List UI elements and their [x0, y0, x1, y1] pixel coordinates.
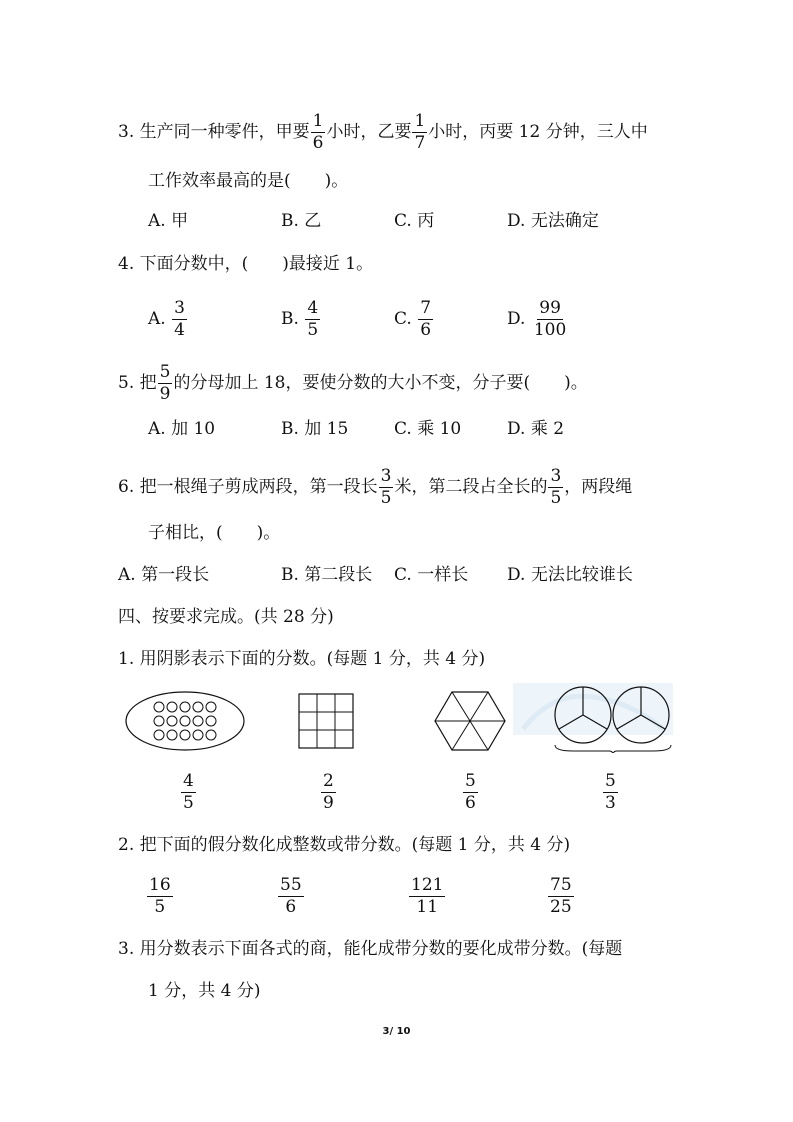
q6-text-2: 米，第二段占全长的: [394, 477, 548, 497]
q3-option-d: D. 无法确定: [507, 211, 599, 231]
q3-line2: 工作效率最高的是( )。: [148, 171, 349, 191]
frac-numerator: 5: [159, 362, 171, 382]
frac-numerator: 5: [605, 771, 616, 791]
q5-fraction: [158, 364, 173, 403]
q3-text-2: 小时，乙要: [326, 122, 412, 142]
q3-fraction-yi: [412, 113, 427, 152]
figure-fraction-4: [602, 773, 619, 812]
frac-numerator: 5: [465, 771, 476, 791]
frac-denominator: 6: [285, 897, 297, 917]
q3-line1: [118, 113, 648, 152]
improper-fraction-2: [277, 877, 305, 916]
frac-denominator: 6: [465, 793, 476, 813]
frac-numerator: 16: [149, 875, 171, 895]
frac-numerator: 3: [174, 298, 185, 318]
hexagon-figure: [433, 690, 507, 752]
q4-option-a: [148, 300, 188, 339]
q3-fraction-jia: [311, 113, 326, 152]
q5-text-1: 5. 把: [118, 373, 157, 393]
page-number: 3/ 10: [382, 1026, 411, 1037]
frac-numerator: 99: [539, 298, 561, 318]
frac-denominator: 4: [174, 320, 185, 340]
q3-option-c: C. 丙: [394, 211, 435, 231]
option-fraction: [532, 300, 568, 339]
q4-line: 4. 下面分数中，( )最接近 1。: [118, 254, 374, 274]
frac-numerator: 55: [280, 875, 302, 895]
q5-line: [118, 364, 588, 403]
frac-denominator: 3: [605, 793, 616, 813]
q6-line1: [118, 468, 632, 507]
ellipse-dots-figure: [124, 690, 246, 752]
frac-denominator: 5: [307, 320, 319, 340]
frac-denominator: 7: [414, 133, 426, 153]
frac-numerator: 4: [307, 298, 319, 318]
q3-option-a: A. 甲: [148, 211, 189, 231]
frac-numerator: 3: [380, 466, 392, 486]
q5-option-d: D. 乘 2: [507, 419, 565, 439]
subsection-3-line1: 3. 用分数表示下面各式的商，能化成带分数的要化成带分数。(每题: [118, 939, 623, 959]
q6-option-d: D. 无法比较谁长: [507, 565, 633, 585]
frac-denominator: 6: [420, 320, 432, 340]
two-circles-figure: [513, 683, 677, 753]
q6-text-1: 6. 把一根绳子剪成两段，第一段长: [118, 477, 378, 497]
q5-option-c: C. 乘 10: [394, 419, 462, 439]
frac-denominator: 5: [183, 793, 194, 813]
q6-option-b: B. 第二段长: [281, 565, 373, 585]
q3-text-3: 小时，丙要 12 分钟，三人中: [428, 122, 648, 142]
subsection-2-title: 2. 把下面的假分数化成整数或带分数。(每题 1 分，共 4 分): [118, 835, 571, 855]
frac-denominator: 5: [550, 488, 562, 508]
q3-text-1: 3. 生产同一种零件，甲要: [118, 122, 310, 142]
q6-option-a: A. 第一段长: [118, 565, 210, 585]
frac-numerator: 7: [420, 298, 432, 318]
frac-denominator: 9: [323, 793, 334, 813]
figure-fraction-1: [180, 773, 197, 812]
option-label: C.: [394, 309, 412, 329]
frac-denominator: 100: [533, 320, 567, 340]
q6-fraction-1: [379, 468, 394, 507]
watermark-logo: [513, 683, 673, 735]
improper-fraction-3: [408, 877, 446, 916]
q4-option-b: [281, 300, 321, 339]
q5-option-a: A. 加 10: [148, 419, 216, 439]
option-label: A.: [148, 309, 166, 329]
q4-option-c: [394, 300, 434, 339]
frac-denominator: 5: [154, 897, 166, 917]
option-label: B.: [281, 309, 299, 329]
option-label: D.: [507, 309, 526, 329]
q6-text-3: ，两段绳: [564, 477, 633, 497]
frac-numerator: 1: [312, 111, 324, 131]
q3-option-b: B. 乙: [281, 211, 322, 231]
improper-fraction-1: [146, 877, 174, 916]
figure-fraction-2: [320, 773, 337, 812]
frac-numerator: 4: [183, 771, 194, 791]
option-fraction: [418, 300, 433, 339]
grid-square-figure: [298, 693, 354, 749]
option-fraction: [305, 300, 320, 339]
frac-denominator: 5: [380, 488, 392, 508]
frac-numerator: 75: [550, 875, 572, 895]
q5-text-2: 的分母加上 18，要使分数的大小不变，分子要( )。: [173, 373, 588, 393]
q6-line2: 子相比，( )。: [148, 523, 281, 543]
frac-numerator: 1: [414, 111, 426, 131]
subsection-1-title: 1. 用阴影表示下面的分数。(每题 1 分，共 4 分): [118, 649, 486, 669]
frac-denominator: 6: [312, 133, 324, 153]
section-title: 四、按要求完成。(共 28 分): [118, 607, 334, 627]
improper-fraction-4: [547, 877, 575, 916]
q4-option-d: [507, 300, 569, 339]
subsection-3-line2: 1 分，共 4 分): [148, 981, 261, 1001]
figure-fraction-3: [462, 773, 479, 812]
q6-option-c: C. 一样长: [394, 565, 469, 585]
frac-denominator: 9: [159, 384, 171, 404]
frac-numerator: 2: [323, 771, 334, 791]
q5-option-b: B. 加 15: [281, 419, 349, 439]
frac-denominator: 11: [416, 897, 439, 917]
option-fraction: [172, 300, 187, 339]
frac-numerator: 121: [411, 875, 444, 895]
q6-fraction-2: [548, 468, 563, 507]
frac-denominator: 25: [550, 897, 572, 917]
frac-numerator: 3: [550, 466, 562, 486]
